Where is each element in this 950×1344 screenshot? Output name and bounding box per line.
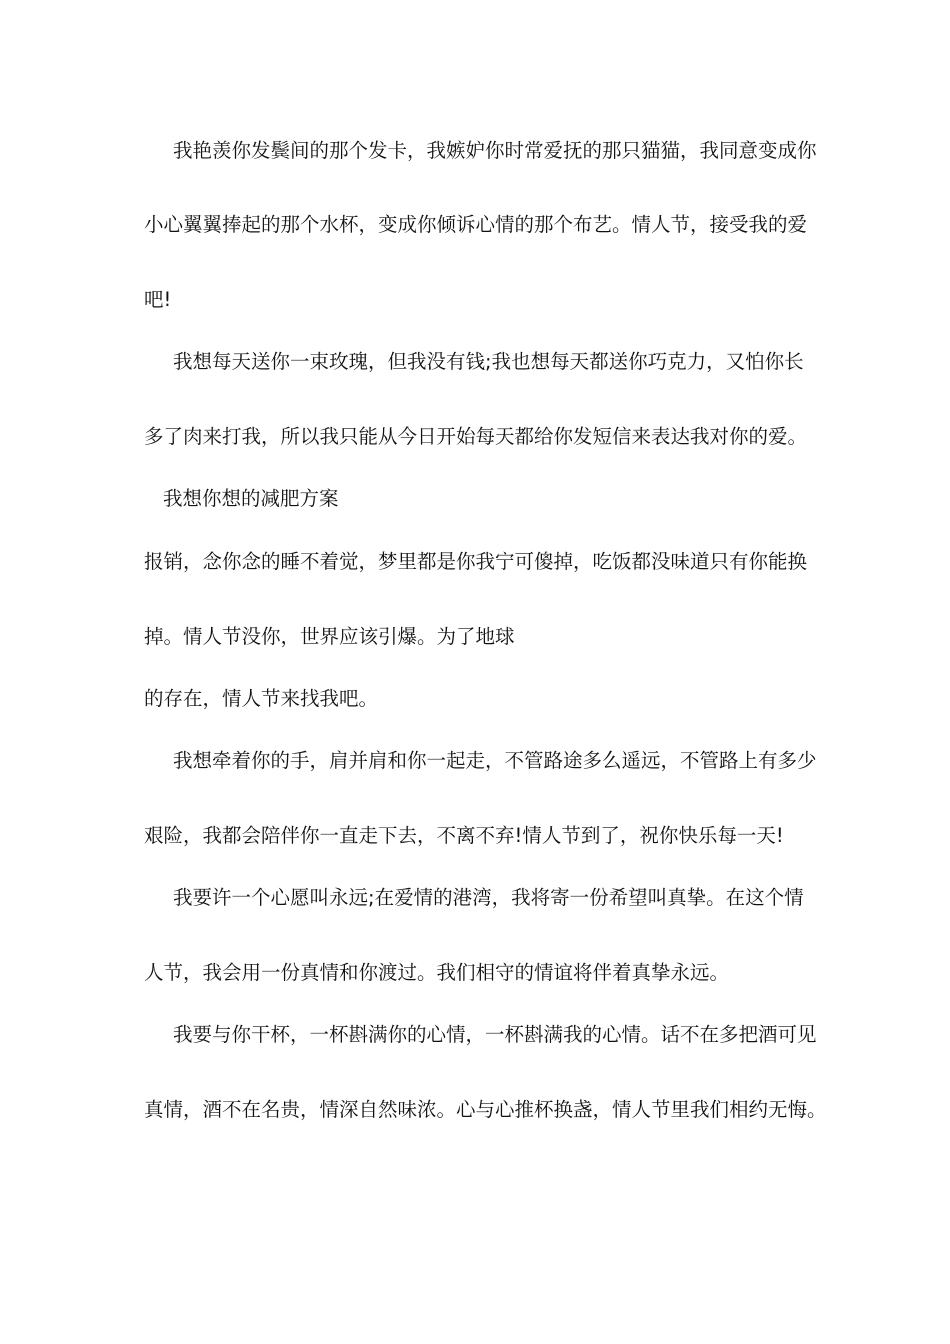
text-line-4: 我想每天送你一束玫瑰，但我没有钱;我也想每天都送你巧克力，又怕你长	[173, 350, 804, 373]
text-line-5: 多了肉来打我，所以我只能从今日开始每天都给你发短信来表达我对你的爱。	[144, 425, 808, 448]
text-line-6: 我想你想的减肥方案	[163, 487, 339, 510]
text-line-9: 的存在，情人节来找我吧。	[144, 687, 379, 710]
text-line-1: 我艳羡你发鬓间的那个发卡，我嫉妒你时常爱抚的那只猫猫，我同意变成你	[173, 139, 817, 162]
text-line-12: 我要许一个心愿叫永远;在爱情的港湾，我将寄一份希望叫真挚。在这个情	[173, 886, 804, 909]
text-line-14: 我要与你干杯，一杯斟满你的心情，一杯斟满我的心情。话不在多把酒可见	[173, 1023, 817, 1046]
text-line-15: 真情，酒不在名贵，情深自然味浓。心与心推杯换盏，情人节里我们相约无悔。	[144, 1098, 827, 1121]
text-line-10: 我想牵着你的手，肩并肩和你一起走，不管路途多么遥远，不管路上有多少	[173, 749, 817, 772]
text-line-8: 掉。情人节没你，世界应该引爆。为了地球	[144, 625, 515, 648]
text-line-13: 人节，我会用一份真情和你渡过。我们相守的情谊将伴着真挚永远。	[144, 961, 730, 984]
text-line-11: 艰险，我都会陪伴你一直走下去，不离不弃!情人节到了，祝你快乐每一天!	[144, 824, 784, 847]
text-line-3: 吧!	[144, 288, 172, 311]
text-line-7: 报销，念你念的睡不着觉，梦里都是你我宁可傻掉，吃饭都没味道只有你能换	[144, 550, 808, 573]
text-line-2: 小心翼翼捧起的那个水杯，变成你倾诉心情的那个布艺。情人节，接受我的爱	[144, 213, 808, 236]
